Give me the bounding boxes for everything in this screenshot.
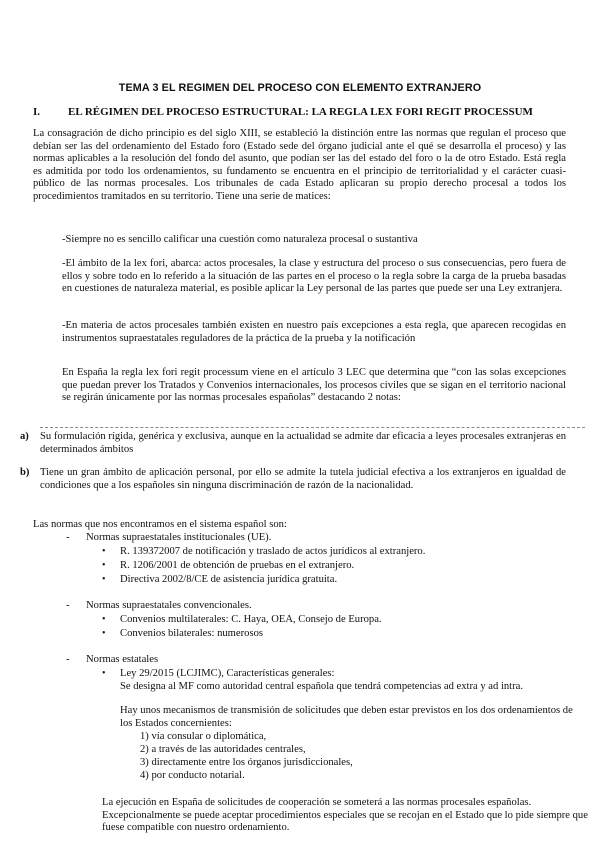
bullet-icon: •	[102, 668, 106, 679]
group-2-item-1: Convenios multilaterales: C. Haya, OEA, Consejo de Europa.	[120, 614, 382, 625]
matiz-2: -El ámbito de la lex fori, abarca: actos procesales, la clase y estructura del proceso o sus consecuencias, pero fuera de ellos y sobre todo en lo referido a la situación de las partes en el proceso o la regla sobre la carga de la prueba basadas en cuestiones de naturaleza material, es posible aplicar la Ley personal de las partes que puede ser una Ley extranjera.	[62, 258, 566, 295]
bullet-icon: •	[102, 546, 106, 557]
normas-intro: Las normas que nos encontramos en el sistema español son:	[33, 519, 287, 530]
mecanismos-paragraph: Hay unos mecanismos de transmisión de solicitudes que deben estar previstos en los dos ordenamientos de los Estados concernientes:	[120, 705, 573, 729]
group-2-label: Normas supraestatales convencionales.	[86, 600, 252, 611]
mecanismo-4: 4) por conducto notarial.	[140, 770, 245, 781]
matiz-1: -Siempre no es sencillo calificar una cuestión como naturaleza procesal o sustantiva	[62, 234, 418, 245]
dash-marker: -	[66, 600, 70, 611]
group-2-item-2: Convenios bilaterales: numerosos	[120, 628, 263, 639]
group-1-item-3: Directiva 2002/8/CE de asistencia jurídica gratuita.	[120, 574, 338, 585]
section-heading: EL RÉGIMEN DEL PROCESO ESTRUCTURAL: LA REGLA LEX FORI REGIT PROCESSUM	[68, 106, 533, 118]
page-title: TEMA 3 EL REGIMEN DEL PROCESO CON ELEMENTO EXTRANJERO	[118, 82, 482, 94]
dash-marker: -	[66, 532, 70, 543]
mecanismo-3: 3) directamente entre los órganos jurisdiccionales,	[140, 757, 353, 768]
group-1-label: Normas supraestatales institucionales (UE).	[86, 532, 272, 543]
intro-paragraph: La consagración de dicho principio es del siglo XIII, se estableció la distinción entre las normas que regulan el proceso que debían ser las del ordenamiento del Estado foro (Estado sede del órgano judicial ante el qué se desarrolla el proceso) y las normas aplicables a la resolución del fondo del asunto, que podían ser las del estado del foro o la de otro Estado. Está regla es admitida por todo los ordenamientos, su fundamento se encuentra en el principio de territorialidad y el carácter cuasi-público de las normas procesales. Los tribunales de cada Estado aplicaran su propio derecho procesal a todos los procedimientos tramitados en su territorio. Tiene una serie de matices:	[33, 128, 566, 202]
bullet-icon: •	[102, 574, 106, 585]
group-3-item-1: Ley 29/2015 (LCJIMC), Características generales:	[120, 668, 335, 679]
note-a-text: Su formulación rígida, genérica y exclusiva, aunque en la actualidad se admite dar eficacia a leyes procesales extranjeras en determinados ámbitos	[40, 431, 566, 455]
espana-paragraph: En España la regla lex fori regit processum viene en el artículo 3 LEC que determina que “con las solas excepciones que puedan prever los Tratados y Convenios internacionales, los procesos civiles que se sigan en el territorio nacional se regirán únicamente por las normas procesales españolas” destacando 2 notas:	[62, 367, 566, 404]
group-3-label: Normas estatales	[86, 654, 159, 665]
divider	[40, 427, 585, 428]
group-1-item-1: R. 139372007 de notificación y traslado de actos jurídicos al extranjero.	[120, 546, 426, 557]
section-number: I.	[33, 106, 41, 118]
ley-detail: Se designa al MF como autoridad central española que tendrá competencias ad extra y ad intra.	[120, 681, 524, 692]
ejecucion-paragraph: La ejecución en España de solicitudes de cooperación se someterá a las normas procesales españolas. Excepcionalmente se puede aceptar procedimientos especiales que se recojan en el Estado que lo pide siempre que fuese compatible con nuestro ordenamiento.	[102, 797, 588, 834]
note-a-mark: a)	[20, 431, 29, 442]
mecanismo-1: 1) vía consular o diplomática,	[140, 731, 267, 742]
bullet-icon: •	[102, 560, 106, 571]
dash-marker: -	[66, 654, 70, 665]
group-1-item-2: R. 1206/2001 de obtención de pruebas en el extranjero.	[120, 560, 355, 571]
note-b-mark: b)	[20, 467, 30, 478]
bullet-icon: •	[102, 628, 106, 639]
note-b-text: Tiene un gran ámbito de aplicación personal, por ello se admite la tutela judicial efectiva a los extranjeros en igualdad de condiciones que a los españoles sin ninguna discriminación de razón de la nacionalidad.	[40, 467, 566, 491]
bullet-icon: •	[102, 614, 106, 625]
mecanismo-2: 2) a través de las autoridades centrales,	[140, 744, 306, 755]
matiz-3: -En materia de actos procesales también existen en nuestro país excepciones a esta regla, que aparecen recogidas en instrumentos supraestatales reguladores de la práctica de la prueba y la notificación	[62, 320, 566, 344]
